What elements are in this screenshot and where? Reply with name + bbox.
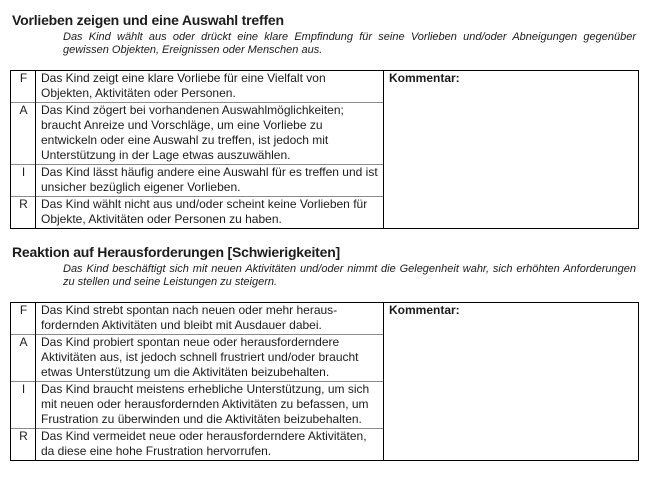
rating-description: Das Kind zeigt eine klare Vorliebe für eine Vielfalt von Objekten, Aktivitäten oder Personen. [36, 71, 384, 103]
comment-field[interactable] [384, 303, 639, 461]
rating-description: Das Kind zögert bei vorhandenen Auswahlmöglichkeiten; braucht Anreize und Vorschläge, um eine Vorliebe zu entwickeln oder eine Auswahl zu treffen, ist jedoch mit Unterstützung in der Lage etwas auszuwählen. [36, 103, 384, 165]
assessment-section [0, 244, 648, 461]
rating-description: Das Kind lässt häufig andere eine Auswahl für es treffen und ist unsicher bezüglich eigener Vorlieben. [36, 165, 384, 197]
rating-table [10, 70, 639, 229]
comment-field[interactable] [384, 71, 639, 229]
rating-code: F [11, 303, 36, 335]
section-description: Das Kind beschäftigt sich mit neuen Aktivitäten und/oder nimmt die Gelegenheit wahr, sich erhöhten Anforderungen zu stellen und seine Leistungen zu steigern. [63, 263, 636, 288]
section-description: Das Kind wählt aus oder drückt eine klare Empfindung für seine Vorlieben und/oder Abneigungen gegenüber gewissen Objekten, Ereignissen oder Menschen aus. [63, 31, 636, 56]
rating-description: Das Kind strebt spontan nach neuen oder mehr heraus-fordernden Aktivitäten und bleibt mit Ausdauer dabei. [36, 303, 384, 335]
rating-code: R [11, 429, 36, 461]
rating-code: I [11, 165, 36, 197]
rating-row [11, 303, 639, 335]
rating-code: I [11, 382, 36, 429]
comment-label: Kommentar: [389, 303, 460, 317]
rating-code: F [11, 71, 36, 103]
rating-row [11, 71, 639, 103]
rating-description: Das Kind wählt nicht aus und/oder scheint keine Vorlieben für Objekte, Aktivitäten oder Personen zu haben. [36, 197, 384, 229]
rating-description: Das Kind probiert spontan neue oder herausforderndere Aktivitäten aus, ist jedoch schnell frustriert und/oder braucht etwas Unterstützung um die Aktivitäten beizubehalten. [36, 335, 384, 382]
assessment-section [0, 12, 648, 229]
section-title: Reaktion auf Herausforderungen [Schwierigkeiten] [12, 244, 341, 260]
rating-code: R [11, 197, 36, 229]
rating-description: Das Kind vermeidet neue oder herausforderndere Aktivitäten, da diese eine hohe Frustration hervorrufen. [36, 429, 384, 461]
rating-code: A [11, 335, 36, 382]
rating-description: Das Kind braucht meistens erhebliche Unterstützung, um sich mit neuen oder herausfordernden Aktivitäten zu befassen, um Frustration zu überwinden und die Aktivitäten beizubehalten. [36, 382, 384, 429]
rating-table [10, 302, 639, 461]
comment-label: Kommentar: [389, 71, 460, 85]
section-title: Vorlieben zeigen und eine Auswahl treffen [12, 12, 284, 28]
rating-code: A [11, 103, 36, 165]
